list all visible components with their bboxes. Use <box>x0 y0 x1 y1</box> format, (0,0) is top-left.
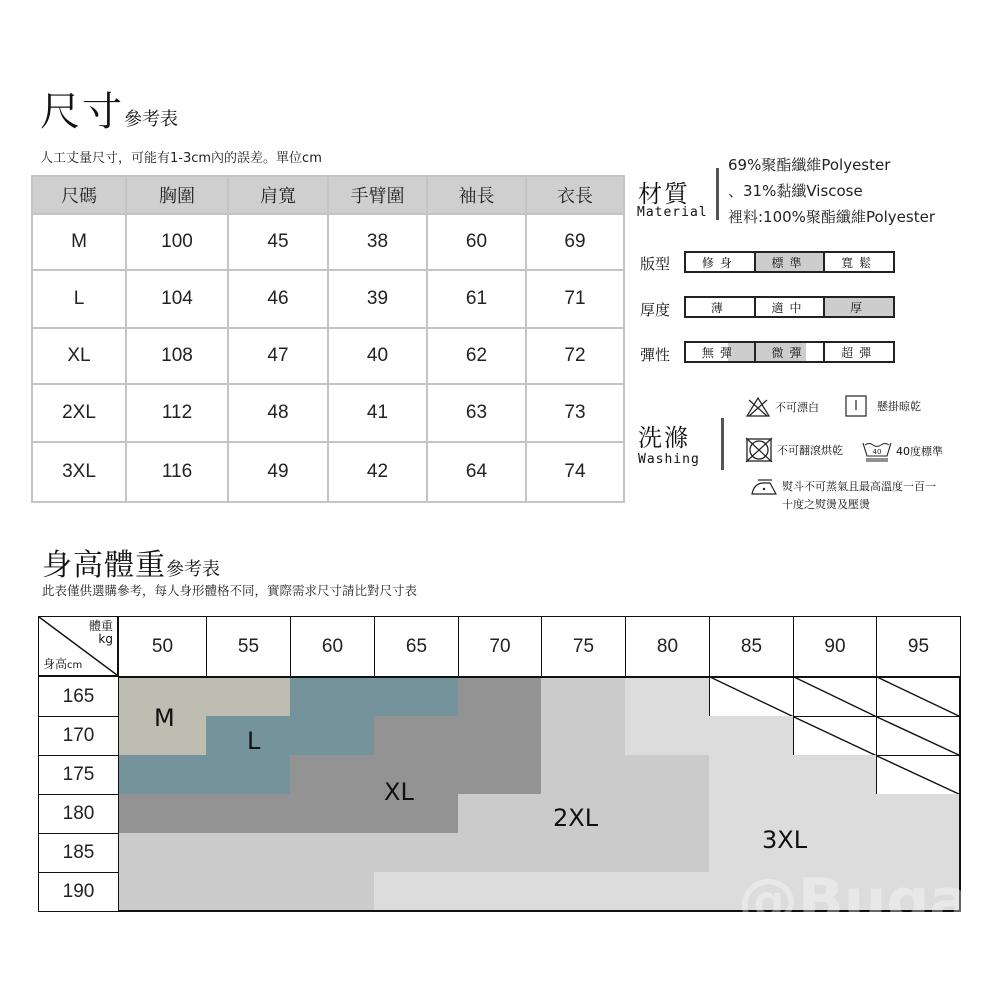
material-line: 69%聚酯纖維Polyester <box>728 156 891 174</box>
weight-header: 85 <box>709 616 794 677</box>
material-line: 、31%黏纖Viscose <box>728 182 863 200</box>
table-cell: 72 <box>526 328 624 384</box>
table-cell: 47 <box>228 328 328 384</box>
table-cell: 69 <box>526 214 624 270</box>
wash-item-text: 十度之熨燙及壓燙 <box>782 498 870 511</box>
material-subtitle: Material <box>637 205 708 220</box>
corner-height-label: 身高 <box>43 657 68 671</box>
no-tumble-dry-icon <box>745 437 773 463</box>
table-cell: 45 <box>228 214 328 270</box>
col-header: 尺碼 <box>32 176 126 214</box>
table-cell: 63 <box>427 384 526 442</box>
size-chart-title-small: 參考表 <box>124 109 178 130</box>
col-header: 袖長 <box>427 176 526 214</box>
fit-label: 版型 <box>640 255 671 273</box>
washing-subtitle: Washing <box>638 452 700 467</box>
material-line: 裡料:100%聚酯纖維Polyester <box>728 208 935 226</box>
elasticity-option-none: 無彈 <box>686 343 756 361</box>
col-header: 手臂圍 <box>328 176 427 214</box>
weight-header: 70 <box>458 616 542 677</box>
body-chart-title-big: 身高體重 <box>42 548 166 583</box>
wash-item-hang-dry <box>845 395 921 417</box>
corner-weight-unit: kg <box>98 632 113 646</box>
no-bleach-icon <box>745 396 771 418</box>
wash-item-no-tumble-dry <box>745 437 843 463</box>
elasticity-option-high: 超彈 <box>841 345 878 360</box>
weight-header: 95 <box>876 616 961 677</box>
elasticity-label: 彈性 <box>640 346 671 364</box>
weight-header: 75 <box>541 616 626 677</box>
table-cell: 40 <box>328 328 427 384</box>
weight-header: 65 <box>374 616 459 677</box>
table-cell: 64 <box>427 442 526 502</box>
material-title: 材質 <box>638 180 690 208</box>
table-cell: 60 <box>427 214 526 270</box>
thickness-option-thick: 厚 <box>825 298 893 316</box>
table-cell: M <box>32 214 126 270</box>
wash-item-iron <box>750 478 936 514</box>
col-header: 肩寬 <box>228 176 328 214</box>
weight-header: 55 <box>206 616 291 677</box>
wash-item-text: 熨斗不可蒸氣且最高溫度一百一 <box>782 480 936 493</box>
fit-scale <box>684 251 895 273</box>
body-chart-title <box>42 540 220 584</box>
wash-item-text: 懸掛晾乾 <box>877 400 921 413</box>
height-header: 175 <box>38 755 119 795</box>
table-cell: 49 <box>228 442 328 502</box>
table-cell: 46 <box>228 270 328 328</box>
table-cell: L <box>32 270 126 328</box>
table-row <box>32 214 624 270</box>
hang-dry-icon <box>845 395 867 417</box>
fit-option-slim: 修身 <box>686 253 756 271</box>
wash-40-icon <box>862 440 892 462</box>
corner-height-unit: cm <box>67 660 83 671</box>
table-cell: 62 <box>427 328 526 384</box>
table-cell: 104 <box>126 270 228 328</box>
material-lines <box>728 152 935 230</box>
table-cell: 112 <box>126 384 228 442</box>
table-cell: 74 <box>526 442 624 502</box>
material-divider <box>716 168 719 220</box>
wash-item-text: 不可漂白 <box>775 401 819 414</box>
weight-header: 60 <box>290 616 375 677</box>
thickness-option-thin: 薄 <box>686 298 756 316</box>
corner-header <box>38 616 118 676</box>
height-header: 170 <box>38 716 119 756</box>
iron-low-icon <box>750 478 778 496</box>
col-header: 衣長 <box>526 176 624 214</box>
table-cell: 39 <box>328 270 427 328</box>
region-label-l: L <box>247 727 261 755</box>
size-chart-note: 人工丈量尺寸，可能有1-3cm內的誤差。單位cm <box>40 151 322 166</box>
table-row <box>32 328 624 384</box>
watermark: @Buga <box>738 866 970 936</box>
svg-text:40: 40 <box>872 448 882 456</box>
fit-option-standard: 標準 <box>756 253 826 271</box>
height-header: 165 <box>38 676 119 717</box>
washing-divider <box>721 418 724 470</box>
table-cell: 108 <box>126 328 228 384</box>
weight-header: 90 <box>793 616 877 677</box>
elasticity-scale <box>684 341 895 363</box>
thickness-scale <box>684 296 895 318</box>
table-cell: XL <box>32 328 126 384</box>
weight-header: 50 <box>118 616 207 677</box>
wash-item-text: 40度標準 <box>896 445 943 458</box>
table-row <box>32 270 624 328</box>
height-header: 185 <box>38 833 119 873</box>
table-cell: 2XL <box>32 384 126 442</box>
weight-header: 80 <box>625 616 710 677</box>
fit-option-loose: 寬鬆 <box>841 255 878 270</box>
table-cell: 71 <box>526 270 624 328</box>
size-table-header <box>32 176 624 214</box>
table-cell: 41 <box>328 384 427 442</box>
wash-item-no-bleach <box>745 396 819 418</box>
table-cell: 116 <box>126 442 228 502</box>
wash-item-40 <box>862 440 943 462</box>
corner-weight-label: 體重 <box>88 619 113 633</box>
region-label-3xl: 3XL <box>762 826 808 854</box>
thickness-label: 厚度 <box>640 301 671 319</box>
region-label-m: M <box>154 704 175 732</box>
table-cell: 38 <box>328 214 427 270</box>
height-weight-grid <box>38 616 970 936</box>
region-label-xl: XL <box>384 778 414 806</box>
table-cell: 61 <box>427 270 526 328</box>
table-cell: 100 <box>126 214 228 270</box>
body-chart-title-small: 參考表 <box>166 559 220 580</box>
height-header: 180 <box>38 794 119 834</box>
height-header: 190 <box>38 872 119 912</box>
table-cell: 3XL <box>32 442 126 502</box>
table-cell: 42 <box>328 442 427 502</box>
washing-title: 洗滌 <box>638 424 690 452</box>
table-cell: 48 <box>228 384 328 442</box>
col-header: 胸圍 <box>126 176 228 214</box>
region-label-2xl: 2XL <box>553 804 599 832</box>
size-chart-title <box>40 89 178 135</box>
thickness-option-medium: 適中 <box>756 298 826 316</box>
body-chart-note: 此表僅供選購參考，每人身形體格不同，實際需求尺寸請比對尺寸表 <box>42 583 418 598</box>
table-row <box>32 384 624 442</box>
wash-item-text: 不可翻滾烘乾 <box>777 444 843 457</box>
table-cell: 73 <box>526 384 624 442</box>
elasticity-option-slight: 微彈 <box>756 343 826 361</box>
table-row <box>32 442 624 502</box>
size-chart-title-big: 尺寸 <box>40 89 124 135</box>
size-table <box>31 175 625 503</box>
